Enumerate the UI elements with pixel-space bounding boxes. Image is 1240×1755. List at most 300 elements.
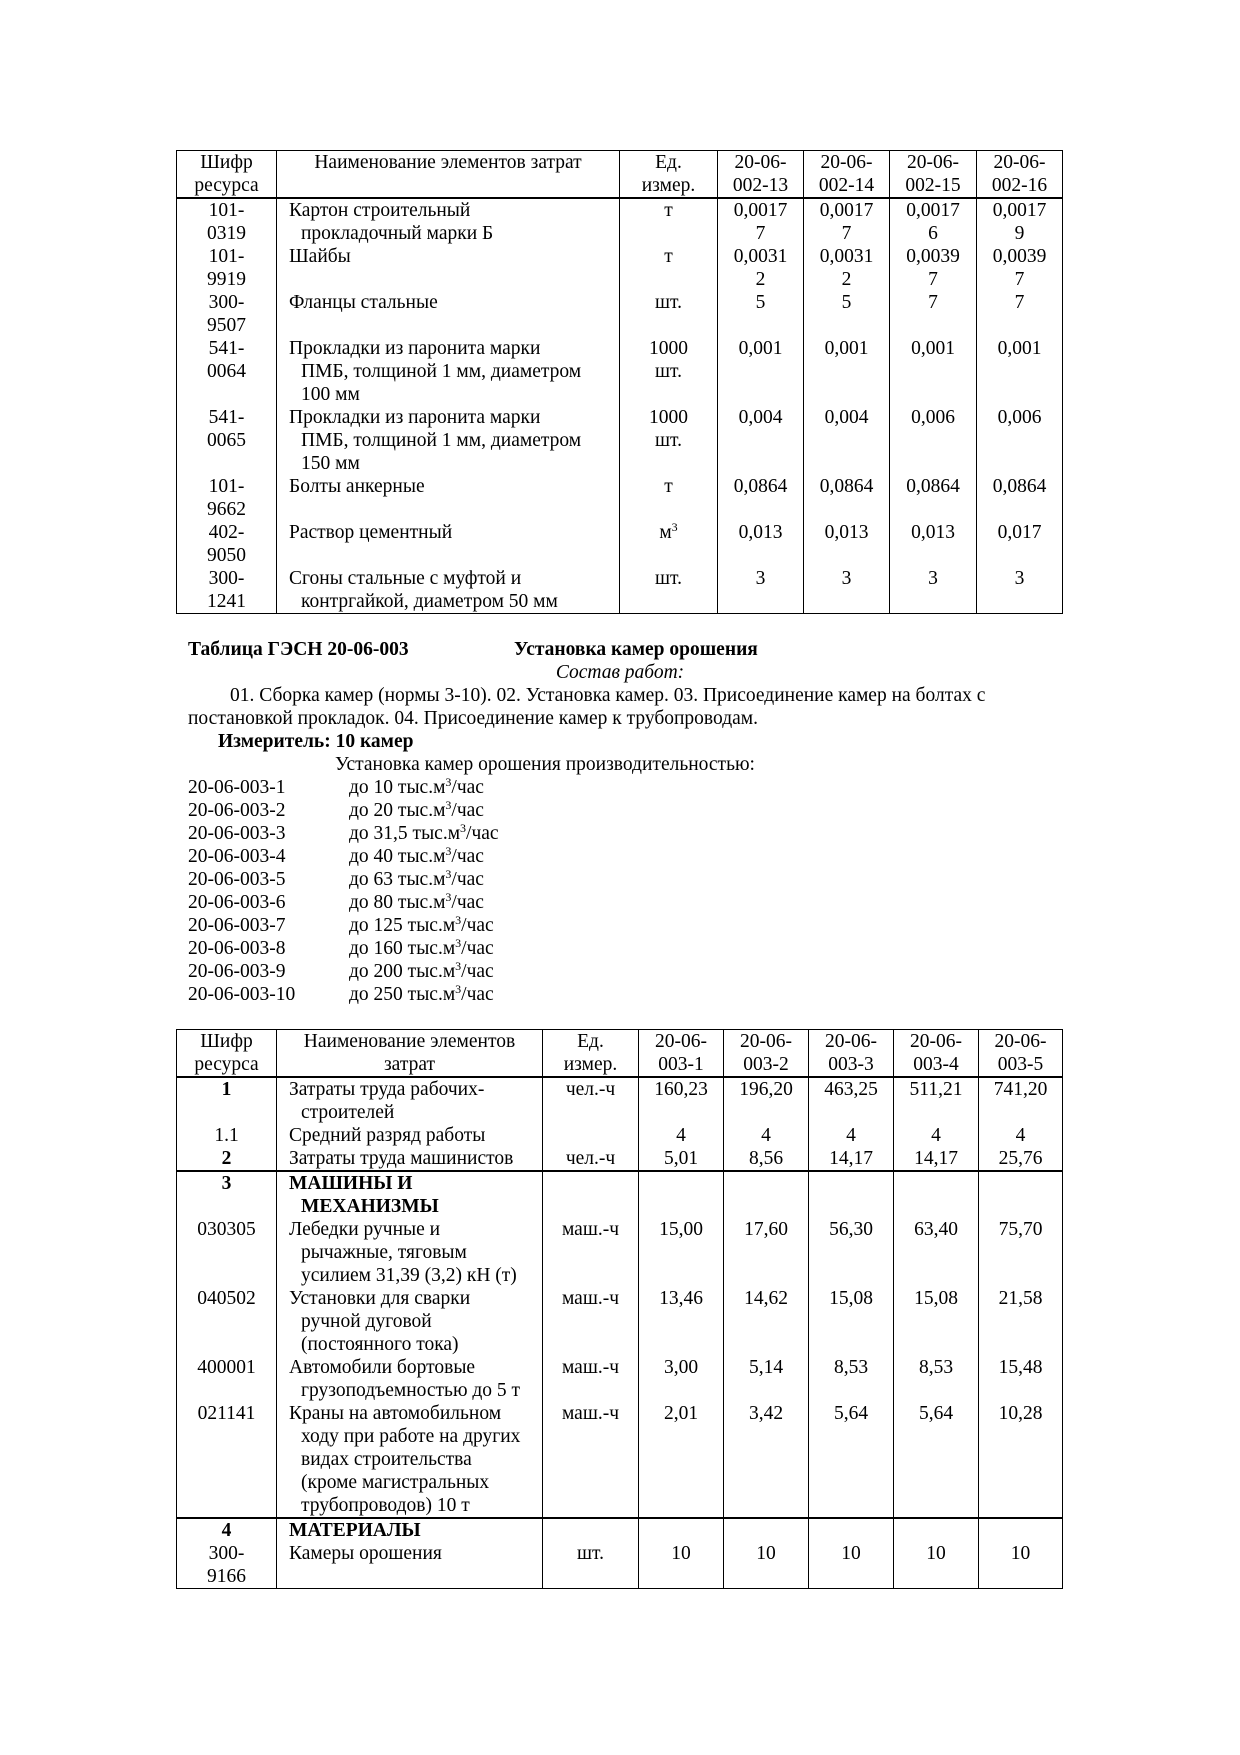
variant-post: /час xyxy=(461,938,494,959)
resource-unit xyxy=(543,1287,639,1356)
cell-line: 0,004 xyxy=(824,407,869,428)
norm-value xyxy=(890,337,977,406)
cell-line: ПМБ, толщиной 1 мм, диаметром xyxy=(301,430,582,451)
cell-line: 0,0864 xyxy=(733,476,788,497)
cell-line: 0,001 xyxy=(738,338,783,359)
variant-pre: до 20 тыс.м xyxy=(349,800,446,821)
cell-line: 0,0039 xyxy=(992,246,1047,267)
cell-line: 10 xyxy=(926,1543,946,1564)
variant-pre: до 31,5 тыс.м xyxy=(349,823,461,844)
resource-code xyxy=(177,1542,277,1589)
cell-line: 20-06- xyxy=(825,1031,877,1052)
cell-line: 7 xyxy=(928,292,938,313)
cell-line: 15,08 xyxy=(829,1288,873,1309)
cell-line: 5,14 xyxy=(748,1357,784,1378)
resource-code xyxy=(177,1402,277,1518)
cell-line: 4 xyxy=(1015,1125,1026,1146)
norm-value xyxy=(979,1124,1063,1147)
cell-line: 14,62 xyxy=(744,1288,788,1309)
cell-line: 0319 xyxy=(207,223,246,244)
norm-value xyxy=(809,1147,894,1171)
cell-line: шт. xyxy=(577,1543,604,1564)
cell-line: 1 xyxy=(221,1079,232,1100)
variant-row xyxy=(188,937,688,960)
cell-line: 0,017 xyxy=(997,522,1042,543)
norm-value xyxy=(724,1218,809,1287)
norm-value xyxy=(979,1356,1063,1402)
cell-line: 56,30 xyxy=(829,1219,873,1240)
norm-value xyxy=(977,198,1063,245)
cell-line: 6 xyxy=(928,223,938,244)
norm-value xyxy=(804,567,890,614)
cell-line: 7 xyxy=(1014,269,1025,290)
resource-unit xyxy=(543,1356,639,1402)
table-title: Таблица ГЭСН 20-06-003 xyxy=(188,639,409,660)
norm-value xyxy=(639,1147,724,1171)
cell-line: (кроме магистральных xyxy=(301,1472,490,1493)
resource-code xyxy=(177,475,277,521)
cell-line: 9 xyxy=(1014,223,1025,244)
cell-line: 10 xyxy=(671,1543,691,1564)
cell-line: 13,46 xyxy=(659,1288,703,1309)
cell-line: 101- xyxy=(208,476,245,497)
resource-unit xyxy=(620,198,718,245)
variant-sup: 3 xyxy=(455,959,462,973)
variant-row xyxy=(188,845,688,868)
variant-post: /час xyxy=(461,984,494,1005)
cell-line: 21,58 xyxy=(998,1288,1043,1309)
norm-value xyxy=(977,475,1063,521)
norm-value xyxy=(977,291,1063,337)
cell-line: чел.-ч xyxy=(565,1079,616,1100)
variant-code: 20-06-003-4 xyxy=(188,846,286,867)
header-row xyxy=(177,151,1063,199)
cell-line: шт. xyxy=(655,568,682,589)
header-norm xyxy=(718,151,804,199)
table-row xyxy=(177,521,1063,567)
resource-unit xyxy=(620,337,718,406)
variant-row xyxy=(188,891,688,914)
cell-line: 3 xyxy=(755,568,766,589)
norm-value xyxy=(979,1077,1063,1124)
cell-line: 0,006 xyxy=(911,407,955,428)
cell-line: 002-13 xyxy=(732,175,789,196)
variant-pre: до 250 тыс.м xyxy=(349,984,456,1005)
variant-row xyxy=(188,799,688,822)
cell-line: грузоподъемностью до 5 т xyxy=(301,1380,521,1401)
header-norm xyxy=(639,1030,724,1078)
norm-value xyxy=(639,1518,724,1542)
cell-line: измер. xyxy=(641,175,696,196)
norm-value xyxy=(894,1356,979,1402)
cell-line: Фланцы стальные xyxy=(289,292,438,313)
table-row xyxy=(177,1287,1063,1356)
cell-line xyxy=(624,521,713,544)
resource-unit xyxy=(543,1218,639,1287)
header-norm xyxy=(890,151,977,199)
table-row xyxy=(177,1124,1063,1147)
header-norm xyxy=(977,151,1063,199)
resource-name xyxy=(277,245,620,291)
resource-name xyxy=(277,1077,543,1124)
norm-value xyxy=(804,337,890,406)
cell-line: 0065 xyxy=(207,430,246,451)
cell-line: Прокладки из паронита марки xyxy=(289,338,541,359)
variant-sup: 3 xyxy=(455,982,462,996)
cell-line: 003-5 xyxy=(997,1054,1044,1075)
norm-value xyxy=(809,1542,894,1589)
table-row xyxy=(177,337,1063,406)
table-row xyxy=(177,198,1063,245)
cell-line: 2,01 xyxy=(663,1403,699,1424)
cell-line: Ед. xyxy=(655,152,682,173)
cell-line: строителей xyxy=(301,1102,395,1123)
table-row xyxy=(177,291,1063,337)
variant-code: 20-06-003-5 xyxy=(188,869,286,890)
cell-line: 300- xyxy=(208,568,245,589)
table-row xyxy=(177,1542,1063,1589)
norm-value xyxy=(894,1124,979,1147)
cell-line: 20-06- xyxy=(910,1031,962,1052)
variant-pre: до 160 тыс.м xyxy=(349,938,456,959)
norm-value xyxy=(724,1542,809,1589)
cell-line: прокладочный марки Б xyxy=(301,223,494,244)
norm-value xyxy=(639,1218,724,1287)
variants-list xyxy=(188,776,688,1006)
cell-line: 7 xyxy=(755,223,766,244)
resource-unit xyxy=(543,1402,639,1518)
norm-value xyxy=(639,1402,724,1518)
variant-row xyxy=(188,868,688,891)
norm-value xyxy=(639,1077,724,1124)
cell-line: ресурса xyxy=(194,175,259,196)
cell-line: контргайкой, диаметром 50 мм xyxy=(301,591,558,612)
norm-value xyxy=(890,521,977,567)
resource-code xyxy=(177,1077,277,1124)
resource-name xyxy=(277,475,620,521)
resource-table-002 xyxy=(176,150,1063,614)
cell-line: 9507 xyxy=(207,315,246,336)
cell-line: 100 мм xyxy=(301,384,360,405)
norm-value xyxy=(894,1518,979,1542)
cell-line: 003-1 xyxy=(658,1054,704,1075)
cell-line: 0,013 xyxy=(911,522,955,543)
cell-line: 0,013 xyxy=(738,522,783,543)
unit-sup: 3 xyxy=(671,520,678,534)
cell-line: МАТЕРИАЛЫ xyxy=(289,1520,421,1541)
cell-line: 25,76 xyxy=(998,1148,1043,1169)
cell-line: 0,0017 xyxy=(819,200,874,221)
norm-value xyxy=(724,1171,809,1218)
cell-line: т xyxy=(664,476,673,497)
norm-value xyxy=(724,1356,809,1402)
variant-code: 20-06-003-8 xyxy=(188,938,286,959)
cell-line: 0,0017 xyxy=(733,200,788,221)
norm-value xyxy=(809,1287,894,1356)
cell-line: видах строительства xyxy=(301,1449,472,1470)
cell-line: 541- xyxy=(208,407,245,428)
header-code xyxy=(177,1030,277,1078)
resource-code xyxy=(177,1356,277,1402)
cell-line: 9050 xyxy=(207,545,246,566)
cell-line: 20-06- xyxy=(993,152,1046,173)
resource-name xyxy=(277,1542,543,1589)
variant-row xyxy=(188,983,688,1006)
cell-line: Лебедки ручные и xyxy=(289,1219,441,1240)
cell-line: Установки для сварки xyxy=(289,1288,471,1309)
norm-value xyxy=(977,521,1063,567)
cell-line: 0,001 xyxy=(997,338,1042,359)
norm-value xyxy=(894,1171,979,1218)
norm-value xyxy=(890,245,977,291)
variant-text xyxy=(349,891,484,914)
cell-line: 2 xyxy=(755,269,766,290)
cell-line: 17,60 xyxy=(744,1219,788,1240)
cell-line: 101- xyxy=(208,200,245,221)
cell-line: маш.-ч xyxy=(561,1357,620,1378)
norm-value xyxy=(639,1356,724,1402)
cell-line: 20-06- xyxy=(655,1031,707,1052)
variant-sup: 3 xyxy=(445,867,452,881)
cell-line: Наименование элементов затрат xyxy=(314,152,582,173)
cell-line: 541- xyxy=(208,338,245,359)
cell-line: 7 xyxy=(1014,292,1025,313)
cell-line: 0,0031 xyxy=(733,246,788,267)
resource-name xyxy=(277,1518,543,1542)
cell-line: Прокладки из паронита марки xyxy=(289,407,541,428)
resource-code xyxy=(177,1287,277,1356)
norm-value xyxy=(639,1287,724,1356)
cell-line: 8,53 xyxy=(833,1357,869,1378)
cell-line: 0,004 xyxy=(738,407,783,428)
header-name xyxy=(277,151,620,199)
norm-value xyxy=(804,291,890,337)
work-composition-title: Состав работ: xyxy=(555,662,685,683)
cell-line: 20-06- xyxy=(907,152,959,173)
resource-name xyxy=(277,521,620,567)
cell-line: 5,01 xyxy=(663,1148,699,1169)
resource-unit xyxy=(620,567,718,614)
cell-line: 1.1 xyxy=(214,1125,239,1146)
cell-line: 15,08 xyxy=(914,1288,958,1309)
cell-line: 10 xyxy=(756,1543,776,1564)
norm-value xyxy=(724,1287,809,1356)
cell-line: 300- xyxy=(208,292,245,313)
resource-code xyxy=(177,1218,277,1287)
cell-line: 3 xyxy=(221,1173,232,1194)
resource-code xyxy=(177,1518,277,1542)
norm-value xyxy=(890,475,977,521)
variant-post: /час xyxy=(451,846,484,867)
cell-line: 3 xyxy=(1014,568,1025,589)
table-row xyxy=(177,1218,1063,1287)
cell-line: 10 xyxy=(1010,1543,1031,1564)
variant-sup: 3 xyxy=(445,844,452,858)
variant-pre: до 200 тыс.м xyxy=(349,961,456,982)
norm-value xyxy=(804,406,890,475)
cell-line: ресурса xyxy=(194,1054,259,1075)
variant-row xyxy=(188,822,688,845)
variant-row xyxy=(188,776,688,799)
cell-line: 4 xyxy=(221,1520,232,1541)
cell-line: 150 мм xyxy=(301,453,360,474)
variants-intro: Установка камер орошения производительностью: xyxy=(335,754,755,775)
table-row xyxy=(177,1518,1063,1542)
norm-value xyxy=(718,475,804,521)
cell-line: маш.-ч xyxy=(561,1219,620,1240)
norm-value xyxy=(804,475,890,521)
table-row xyxy=(177,406,1063,475)
norm-value xyxy=(894,1287,979,1356)
cell-line: 2 xyxy=(841,269,852,290)
table-row xyxy=(177,1402,1063,1518)
cell-line: 1000 xyxy=(649,407,688,428)
norm-value xyxy=(724,1124,809,1147)
norm-value xyxy=(718,567,804,614)
norm-value xyxy=(979,1542,1063,1589)
norm-value xyxy=(724,1077,809,1124)
resource-name xyxy=(277,406,620,475)
norm-value xyxy=(894,1077,979,1124)
norm-value xyxy=(894,1147,979,1171)
cell-line: 1241 xyxy=(207,591,246,612)
unit-base: м xyxy=(659,522,672,543)
norm-value xyxy=(718,198,804,245)
norm-value xyxy=(809,1171,894,1218)
header-norm xyxy=(724,1030,809,1078)
norm-value xyxy=(977,337,1063,406)
table-row xyxy=(177,1077,1063,1124)
work-composition-text: 01. Сборка камер (нормы 3-10). 02. Установка камер. 03. Присоединение камер на болтах с постановкой прокладок. 04. Присоединение камер к трубопроводам. xyxy=(188,685,986,729)
variant-code: 20-06-003-9 xyxy=(188,961,286,982)
cell-line: Камеры орошения xyxy=(289,1543,442,1564)
cell-line: 0,0864 xyxy=(992,476,1047,497)
variant-text xyxy=(349,776,484,799)
cell-line: 400001 xyxy=(197,1357,256,1378)
cell-line: 0,013 xyxy=(824,522,869,543)
cell-line: маш.-ч xyxy=(561,1403,620,1424)
variant-sup: 3 xyxy=(445,798,452,812)
norm-value xyxy=(639,1542,724,1589)
norm-value xyxy=(804,521,890,567)
norm-value xyxy=(724,1402,809,1518)
cell-line: 003-2 xyxy=(743,1054,789,1075)
norm-value xyxy=(979,1218,1063,1287)
cell-line: 030305 xyxy=(197,1219,256,1240)
variant-code: 20-06-003-3 xyxy=(188,823,286,844)
cell-line: 0,006 xyxy=(997,407,1042,428)
cell-line: ручной дуговой xyxy=(301,1311,432,1332)
variant-sup: 3 xyxy=(460,821,467,835)
cell-line: 3 xyxy=(841,568,852,589)
cell-line: 463,25 xyxy=(824,1079,878,1100)
variant-text xyxy=(349,868,484,891)
cell-line: 10 xyxy=(841,1543,861,1564)
resource-name xyxy=(277,1147,543,1171)
cell-line: 3 xyxy=(928,568,938,589)
cell-line: 003-4 xyxy=(913,1054,959,1075)
resource-unit xyxy=(620,521,718,567)
norm-value xyxy=(894,1218,979,1287)
cell-line: 5 xyxy=(755,292,766,313)
norm-value xyxy=(890,567,977,614)
cell-line: Шифр xyxy=(200,152,253,173)
header-norm xyxy=(804,151,890,199)
norm-value xyxy=(718,245,804,291)
table-row xyxy=(177,1171,1063,1218)
header-norm xyxy=(979,1030,1063,1078)
cell-line: 002-15 xyxy=(905,175,961,196)
norm-value xyxy=(977,406,1063,475)
variant-row xyxy=(188,960,688,983)
cell-line: трубопроводов) 10 т xyxy=(301,1495,470,1516)
cell-line: (постоянного тока) xyxy=(301,1334,459,1355)
header-unit xyxy=(620,151,718,199)
norm-value xyxy=(809,1402,894,1518)
cell-line: 021141 xyxy=(197,1403,256,1424)
cell-line: 002-16 xyxy=(991,175,1048,196)
cell-line: ходу при работе на других xyxy=(301,1426,521,1447)
resource-code xyxy=(177,337,277,406)
variant-sup: 3 xyxy=(455,913,462,927)
cell-line: ПМБ, толщиной 1 мм, диаметром xyxy=(301,361,582,382)
cell-line: 8,56 xyxy=(748,1148,784,1169)
resource-unit xyxy=(620,291,718,337)
cell-line: 20-06- xyxy=(994,1031,1047,1052)
variant-post: /час xyxy=(451,800,484,821)
resource-code xyxy=(177,1124,277,1147)
cell-line: измер. xyxy=(563,1054,618,1075)
variant-code: 20-06-003-7 xyxy=(188,915,286,936)
variant-text xyxy=(349,937,494,960)
header-code xyxy=(177,151,277,199)
cell-line: Ед. xyxy=(577,1031,604,1052)
resource-name xyxy=(277,1124,543,1147)
cell-line: 0,0017 xyxy=(906,200,960,221)
cell-line: МЕХАНИЗМЫ xyxy=(301,1196,439,1217)
cell-line: Наименование элементов xyxy=(303,1031,516,1052)
table-row xyxy=(177,567,1063,614)
cell-line: 20-06- xyxy=(740,1031,792,1052)
cell-line: Картон строительный xyxy=(289,200,471,221)
cell-line: 0,0039 xyxy=(906,246,960,267)
cell-line: 1000 xyxy=(649,338,688,359)
cell-line: Средний разряд работы xyxy=(289,1125,486,1146)
variant-code: 20-06-003-6 xyxy=(188,892,286,913)
resource-name xyxy=(277,567,620,614)
table-row xyxy=(177,1147,1063,1171)
resource-name xyxy=(277,337,620,406)
cell-line: 300- xyxy=(208,1543,245,1564)
variant-pre: до 63 тыс.м xyxy=(349,869,446,890)
norm-value xyxy=(979,1287,1063,1356)
norm-value xyxy=(809,1218,894,1287)
resource-table-003 xyxy=(176,1029,1063,1589)
cell-line: 003-3 xyxy=(828,1054,874,1075)
header-unit xyxy=(543,1030,639,1078)
cell-line: 15,00 xyxy=(659,1219,703,1240)
norm-value xyxy=(718,521,804,567)
table-heading: Установка камер орошения xyxy=(514,639,758,660)
norm-value xyxy=(977,567,1063,614)
cell-line: затрат xyxy=(383,1054,436,1075)
resource-name xyxy=(277,1287,543,1356)
header-norm xyxy=(809,1030,894,1078)
cell-line: 402- xyxy=(208,522,245,543)
cell-line: 511,21 xyxy=(909,1079,963,1100)
cell-line: Раствор цементный xyxy=(289,522,453,543)
norm-value xyxy=(890,198,977,245)
